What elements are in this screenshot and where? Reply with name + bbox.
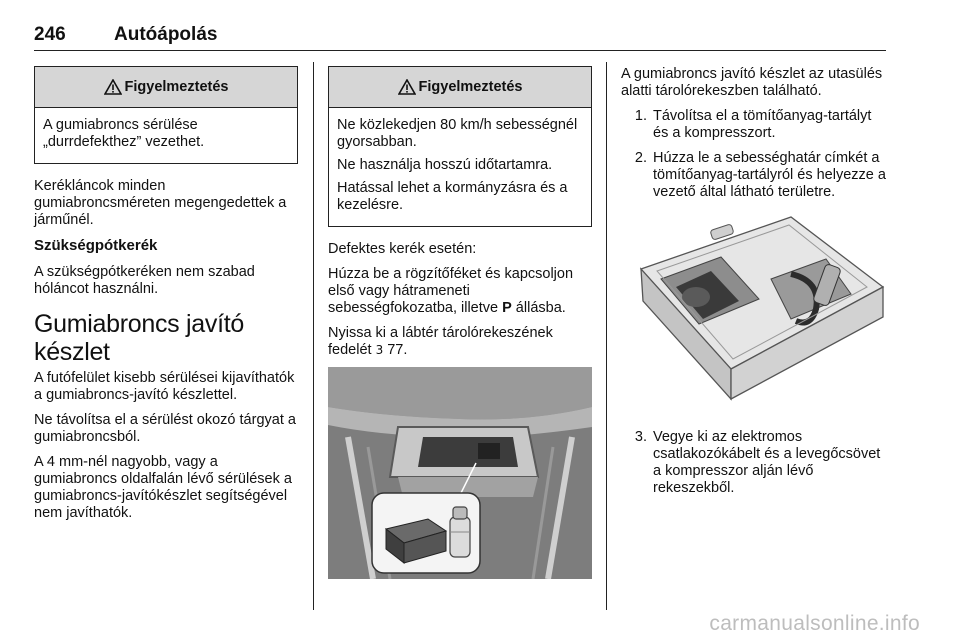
- step-text: Húzza le a sebességhatár címkét a tömítőanyag-tartályról és helyezze a vezető által látható területre.: [653, 150, 886, 200]
- warning-title: Figyelmeztetés: [418, 78, 523, 95]
- list-item: [621, 108, 887, 142]
- warning-box: [328, 66, 592, 227]
- warning-text: Ne használja hosszú időtartamra.: [337, 157, 553, 173]
- step-number: 1.: [634, 108, 647, 124]
- footwell-storage-illustration: [328, 367, 592, 584]
- paragraph: Defektes kerék esetén:: [328, 241, 477, 257]
- warning-header: [35, 67, 297, 108]
- paragraph: [328, 266, 592, 317]
- paragraph: A futófelület kisebb sérülései kijavíthatók a gumiabroncs-javító készlettel.: [34, 370, 295, 403]
- repair-kit-illustration: [621, 209, 887, 419]
- warning-text: Ne közlekedjen 80 km/h sebességnél gyorsabban.: [337, 117, 578, 150]
- column-divider: [606, 62, 607, 610]
- text-span: Húzza be a rögzítőféket és kapcsoljon első vagy hátrameneti sebességfokozatba, illetve: [328, 266, 574, 316]
- step-text: Távolítsa el a tömítőanyag-tartályt és a kompresszort.: [653, 108, 872, 141]
- warning-header: [329, 67, 591, 108]
- watermark: carmanualsonline.info: [709, 612, 920, 635]
- page-number: 246: [34, 24, 66, 45]
- page-reference-icon: 3: [375, 343, 384, 357]
- list-item: [621, 429, 887, 497]
- warning-box: [34, 66, 298, 164]
- warning-title: Figyelmeztetés: [124, 78, 229, 95]
- paragraph: Ne távolítsa el a sérülést okozó tárgyat a gumiabroncsból.: [34, 412, 296, 445]
- step-number: 3.: [634, 429, 647, 445]
- page-header: [34, 22, 886, 51]
- step-list: [621, 429, 887, 497]
- section-heading: Gumiabroncs javító készlet: [34, 310, 244, 366]
- column-3: [621, 66, 887, 505]
- subheading: Szükségpótkerék: [34, 237, 158, 254]
- text-span: Nyissa ki a lábtér tárolórekeszének fedelét: [328, 325, 553, 358]
- paragraph: A 4 mm-nél nagyobb, vagy a gumiabroncs oldalfalán lévő sérülések a gumiabroncs-javítókészlet segítségével nem javíthatók.: [34, 454, 292, 521]
- gear-position-p: P: [502, 300, 512, 316]
- warning-text: A gumiabroncs sérülése „durrdefekthez” vezethet.: [43, 117, 205, 150]
- step-list: [621, 108, 887, 201]
- column-divider: [313, 62, 314, 610]
- paragraph: A szükségpótkeréken nem szabad hóláncot használni.: [34, 264, 255, 297]
- chapter-title: Autóápolás: [114, 24, 218, 45]
- paragraph: Kerékláncok minden gumiabroncsméreten megengedettek a járműnél.: [34, 178, 287, 228]
- column-2: [328, 66, 592, 594]
- warning-triangle-icon: [398, 79, 416, 95]
- page-reference: 77.: [383, 342, 408, 358]
- column-1: [34, 66, 298, 530]
- text-span: állásba.: [511, 300, 566, 316]
- list-item: [621, 150, 887, 201]
- warning-text: Hatással lehet a kormányzásra és a kezelésre.: [337, 180, 568, 213]
- paragraph: [328, 325, 592, 359]
- step-number: 2.: [634, 150, 647, 166]
- step-text: Vegye ki az elektromos csatlakozókábelt és a levegőcsövet a kompresszor alján lévő rekeszekből.: [653, 429, 881, 496]
- warning-triangle-icon: [104, 79, 122, 95]
- paragraph: A gumiabroncs javító készlet az utasülés alatti tárolórekeszben található.: [621, 66, 883, 99]
